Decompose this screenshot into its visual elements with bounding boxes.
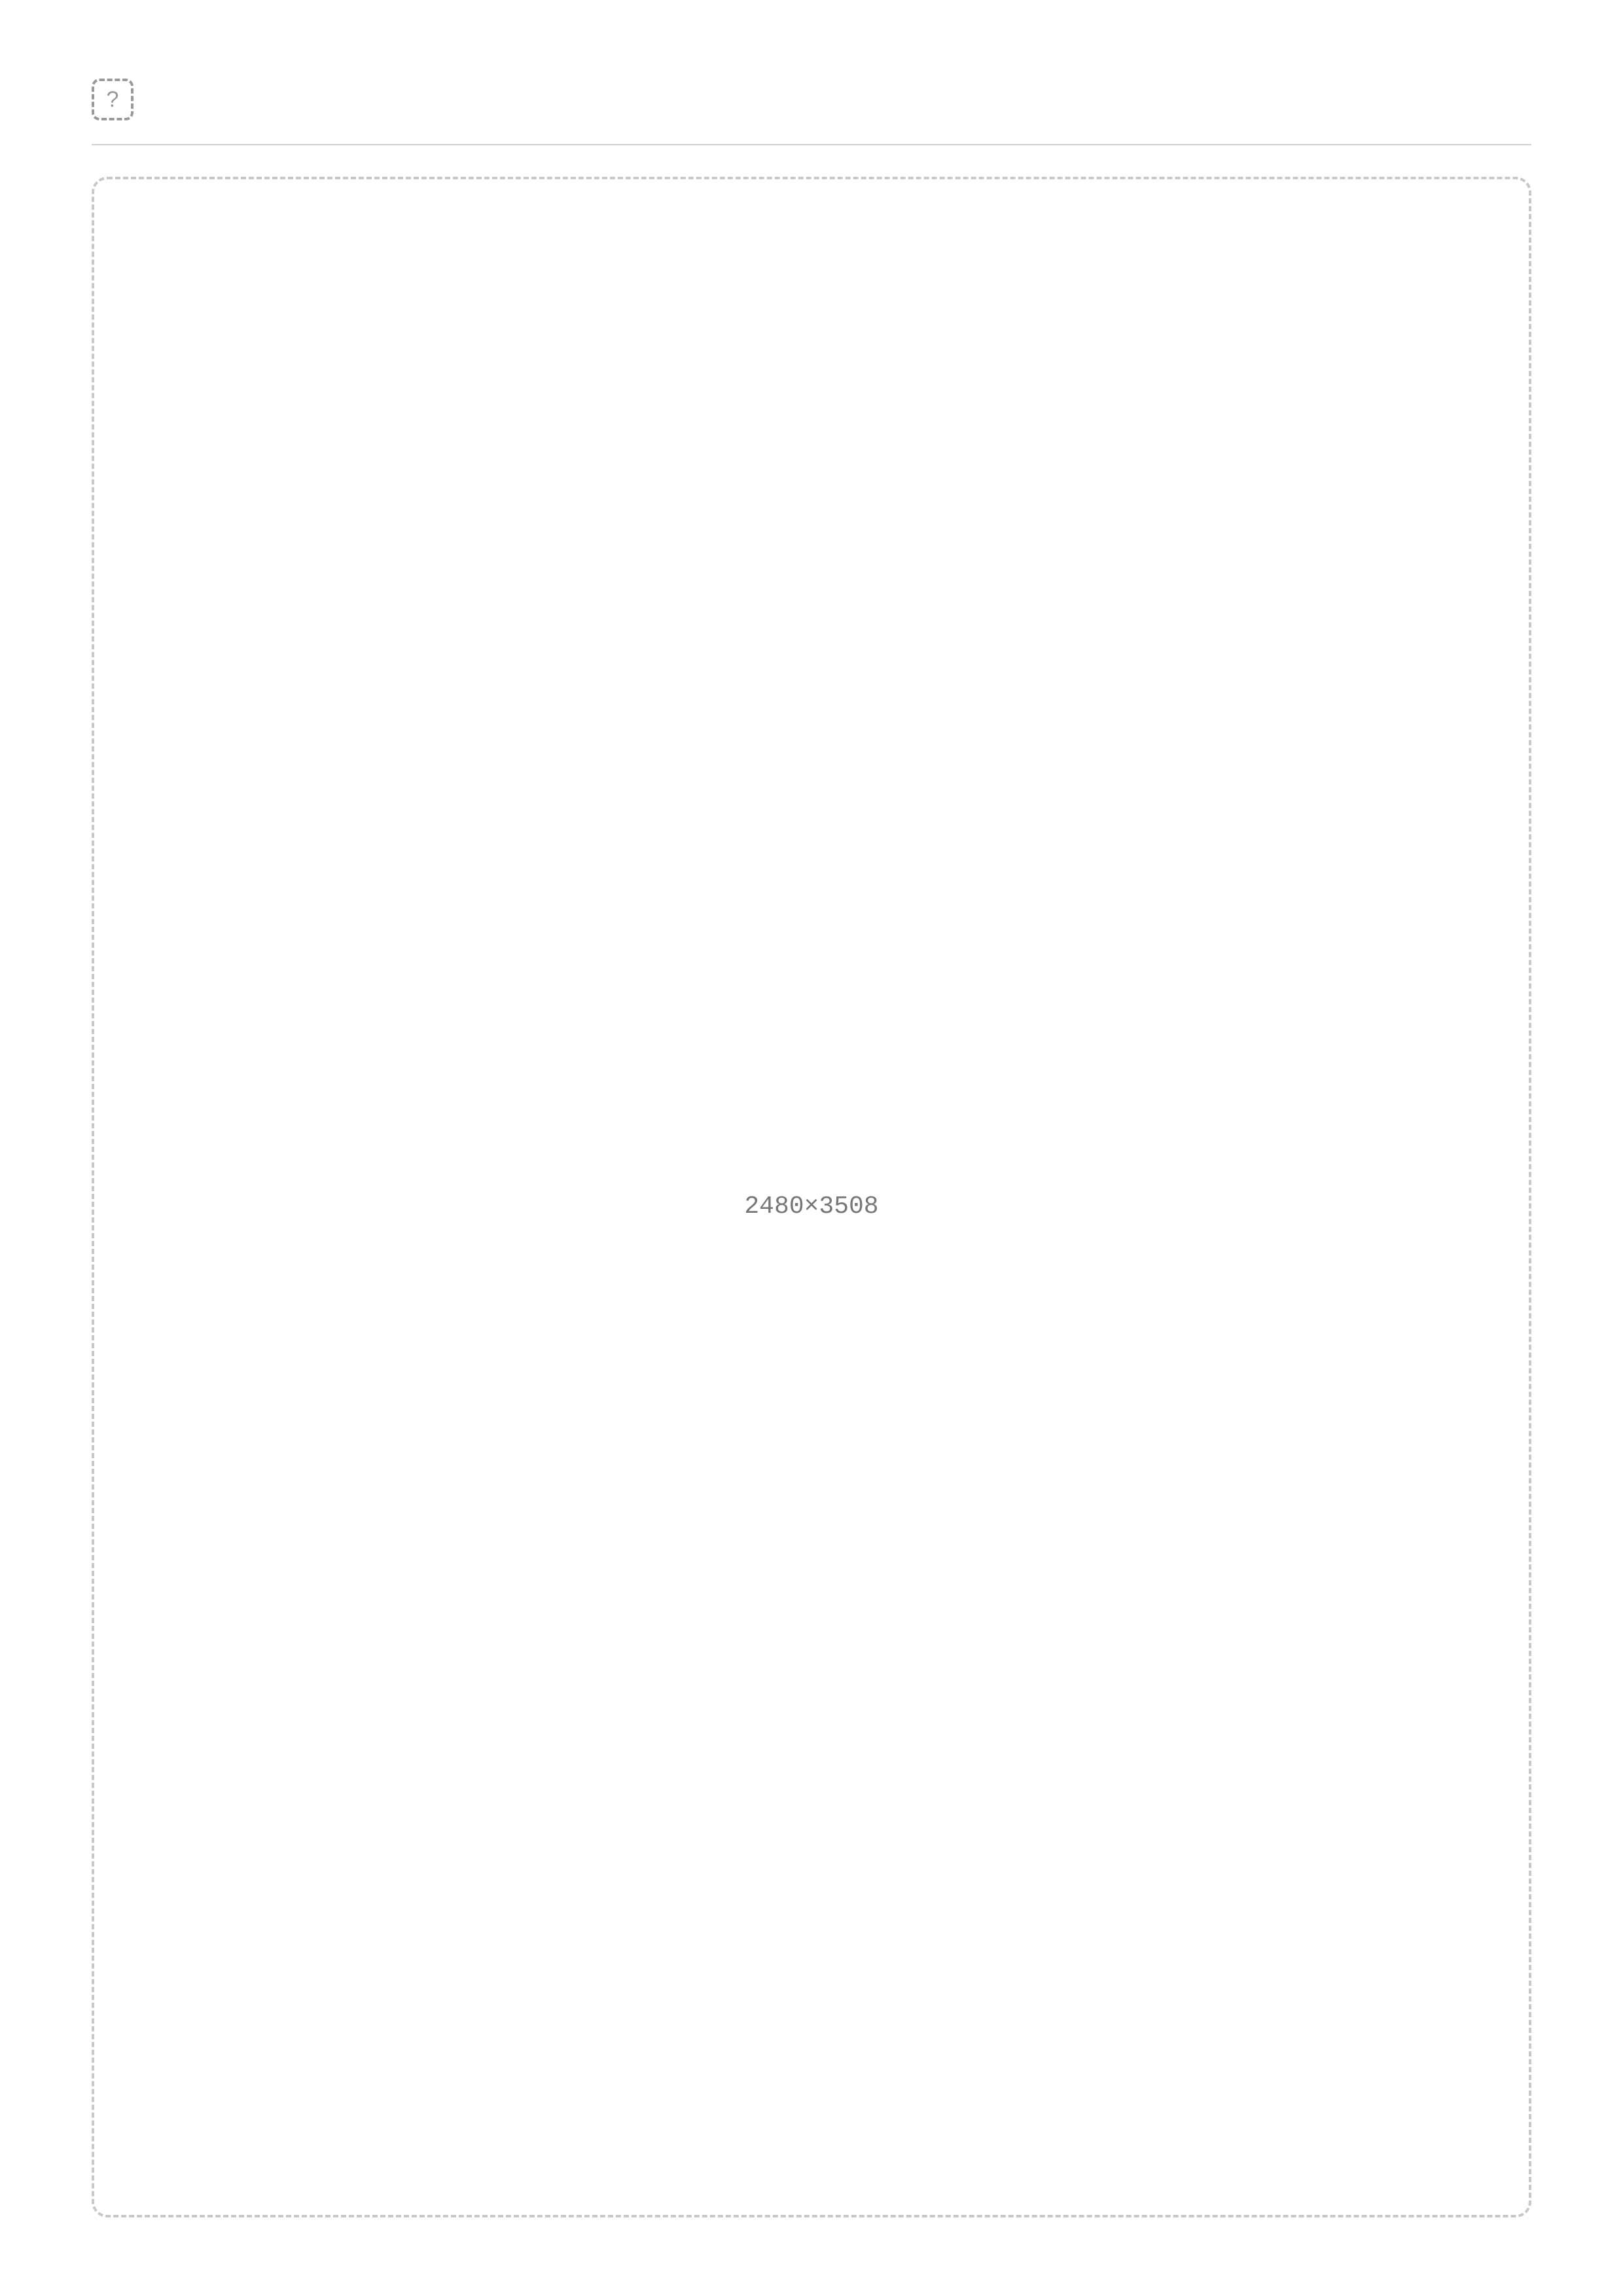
page-header — [92, 79, 1531, 145]
image-placeholder-icon: ? — [92, 79, 134, 120]
size-readout: 2480×3508 — [744, 1192, 879, 1221]
content-area — [92, 177, 1531, 2217]
